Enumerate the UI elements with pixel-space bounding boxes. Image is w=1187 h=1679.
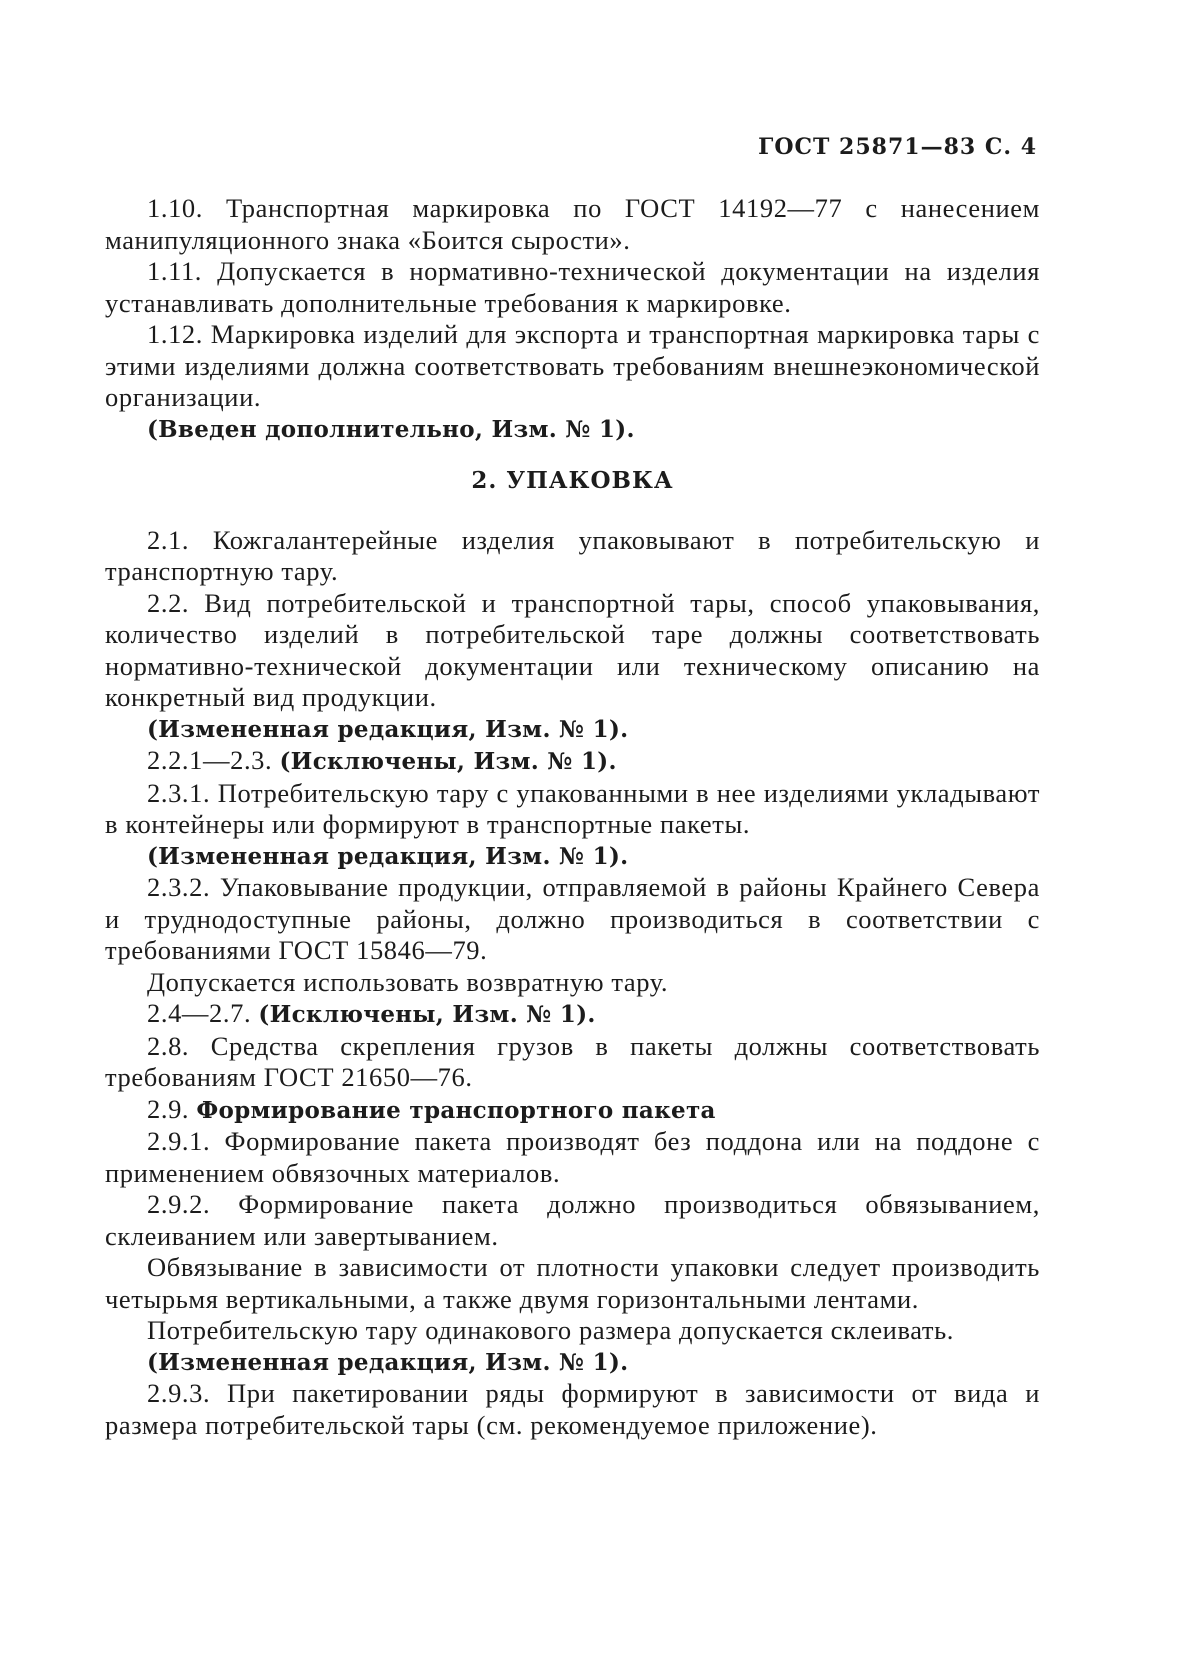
bold-text-run: (Введен дополнительно, Изм. № 1). [147,415,635,443]
paragraph [105,193,1040,256]
paragraph [105,1189,1040,1252]
amendment-note [105,1347,1040,1379]
text-run: Потребительскую тару одинакового размера допускается склеивать. [147,1315,954,1345]
paragraph [105,525,1040,588]
text-run: 2.9.1. Формирование пакета производят без поддона или на поддоне с применением обвязочных материалов. [105,1126,1040,1188]
bold-text-run: (Измененная редакция, Изм. № 1). [147,842,629,870]
text-run: 2.9.3. При пакетировании ряды формируют в зависимости от вида и размера потребительской тары (см. рекомендуемое приложение). [105,1378,1040,1440]
text-run: Допускается использовать возвратную тару. [147,966,669,997]
text-run: 1.11. Допускается в нормативно-технической документации на изделия устанавливать дополнительные требования к маркировке. [105,256,1040,318]
bold-text-run: (Измененная редакция, Изм. № 1). [147,715,629,743]
paragraph [105,967,1040,999]
text-run: 2.3.2. Упаковывание продукции, отправляемой в районы Крайнего Севера и труднодоступные районы, должно производиться в соответствии с требованиями ГОСТ 15846—79. [105,872,1040,965]
bold-text-run: (Измененная редакция, Изм. № 1). [147,1348,629,1376]
bold-text-run: (Исключены, Изм. № 1). [258,1001,596,1028]
paragraph [105,1315,1040,1347]
paragraph [105,1031,1040,1094]
amendment-note [105,714,1040,746]
document-body [105,193,1040,1441]
paragraph [105,1126,1040,1189]
amendment-note [105,414,1040,446]
paragraph [105,319,1040,414]
text-run: 2.9. [147,1093,197,1124]
text-run: 2.8. Средства скрепления грузов в пакеты должны соответствовать требованиям ГОСТ 21650—76. [105,1030,1040,1092]
text-run: 2.9.2. Формирование пакета должно производиться обвязыванием, склеиванием или завертыванием. [105,1189,1040,1251]
paragraph [105,872,1040,967]
bold-text-run: (Исключены, Изм. № 1). [279,748,617,775]
paragraph [105,778,1040,841]
paragraph [105,1094,1040,1127]
text-run: Обвязывание в зависимости от плотности упаковки следует производить четырьмя вертикальными, а также двумя горизонтальными лентами. [105,1252,1040,1314]
page-header-ref: ГОСТ 25871—83 С. 4 [758,134,1037,160]
text-run: 2.2.1—2.3. [147,745,280,775]
text-run: 2.2. Вид потребительской и транспортной тары, способ упаковывания, количество изделий в потребительской таре должны соответствовать нормативно-технической документации или техническому описанию на конкретный вид продукции. [105,587,1040,712]
text-run: 1.12. Маркировка изделий для экспорта и транспортная маркировка тары с этими изделиями должна соответствовать требованиям внешнеэкономической организации. [105,319,1040,412]
text-run: 1.10. Транспортная маркировка по ГОСТ 14192—77 с нанесением манипуляционного знака «Боится сырости». [105,193,1040,255]
amendment-note [105,841,1040,873]
text-run: 2.4—2.7. [147,998,259,1028]
text-run: 2.1. Кожгалантерейные изделия упаковывают в потребительскую и транспортную тару. [105,524,1040,586]
paragraph [105,256,1040,319]
bold-text-run: 2. УПАКОВКА [471,467,674,494]
section-title [105,465,1040,497]
paragraph [105,745,1040,778]
bold-text-run: Формирование транспортного пакета [196,1096,716,1124]
text-run: 2.3.1. Потребительскую тару с упакованными в нее изделиями укладывают в контейнеры или формируют в транспортные пакеты. [105,777,1040,839]
paragraph [105,588,1040,714]
paragraph [105,1378,1040,1441]
paragraph [105,998,1040,1031]
paragraph [105,1252,1040,1315]
